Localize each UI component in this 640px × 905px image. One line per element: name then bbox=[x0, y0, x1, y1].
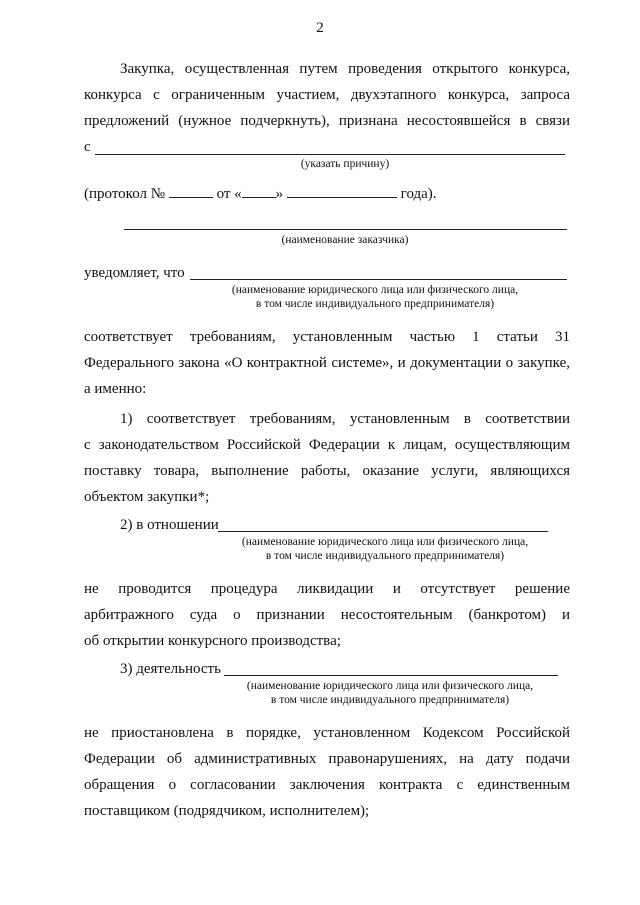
item2-line3: об открытии конкурсного производства; bbox=[84, 633, 341, 649]
item3-caption-2: в том числе индивидуального предпринимателя) bbox=[270, 694, 510, 706]
item2-line2: арбитражного суда о признании несостоятельным (банкротом) и bbox=[84, 607, 570, 623]
notifies-label: уведомляет, что bbox=[84, 265, 185, 281]
protocol-quote-close: » bbox=[275, 186, 284, 202]
item2-line1: не проводится процедура ликвидации и отсутствует решение bbox=[84, 581, 570, 597]
p2-line1: соответствует требованиям, установленным частью 1 статьи 31 bbox=[84, 329, 570, 345]
protocol-number-blank bbox=[169, 183, 213, 198]
p1-line4-prefix: с bbox=[84, 139, 91, 155]
protocol-line bbox=[84, 183, 437, 203]
reason-underline bbox=[95, 154, 565, 155]
item1-line1: 1) соответствует требованиям, установленным в соответствии bbox=[120, 411, 570, 427]
item3-caption-1: (наименование юридического лица или физического лица, bbox=[246, 680, 534, 692]
protocol-prefix: (протокол № bbox=[84, 186, 166, 202]
item1-line3: поставку товара, выполнение работы, оказание услуги, являющихся bbox=[84, 463, 570, 479]
item2-underline bbox=[218, 531, 548, 532]
p2-line2: Федерального закона «О контрактной системе», и документации о закупке, bbox=[84, 355, 570, 371]
protocol-day-blank bbox=[242, 183, 276, 198]
item2-caption-1: (наименование юридического лица или физического лица, bbox=[241, 536, 529, 548]
item3-label: 3) деятельность bbox=[120, 661, 221, 677]
item3-line3: обращения о согласовании заключения контракта с единственным bbox=[84, 777, 570, 793]
protocol-month-blank bbox=[287, 183, 397, 198]
caption-reason: (указать причину) bbox=[300, 158, 390, 170]
p1-line3: предложений (нужное подчеркнуть), признана несостоявшейся в связи bbox=[84, 113, 570, 129]
item1-line2: с законодательством Российской Федерации к лицам, осуществляющим bbox=[84, 437, 570, 453]
p1-line1: Закупка, осуществленная путем проведения открытого конкурса, bbox=[120, 61, 570, 77]
item3-line2: Федерации об административных правонарушениях, на дату подачи bbox=[84, 751, 570, 767]
protocol-from: от « bbox=[216, 186, 242, 202]
notifies-underline bbox=[190, 279, 567, 280]
protocol-suffix: года). bbox=[400, 186, 437, 202]
p1-line2: конкурса с ограниченным участием, двухэтапного конкурса, запроса bbox=[84, 87, 570, 103]
notifies-caption-2: в том числе индивидуального предпринимателя) bbox=[255, 298, 495, 310]
item2-label: 2) в отношении bbox=[120, 517, 219, 533]
page-number: 2 bbox=[316, 20, 324, 36]
p2-line3: а именно: bbox=[84, 381, 147, 397]
item3-line4: поставщиком (подрядчиком, исполнителем); bbox=[84, 803, 370, 819]
item3-line1: не приостановлена в порядке, установленном Кодексом Российской bbox=[84, 725, 570, 741]
notifies-caption-1: (наименование юридического лица или физического лица, bbox=[231, 284, 519, 296]
caption-customer: (наименование заказчика) bbox=[281, 234, 409, 246]
item1-line4: объектом закупки*; bbox=[84, 489, 210, 505]
item3-underline bbox=[224, 675, 558, 676]
item2-caption-2: в том числе индивидуального предпринимателя) bbox=[265, 550, 505, 562]
customer-underline bbox=[124, 229, 567, 230]
